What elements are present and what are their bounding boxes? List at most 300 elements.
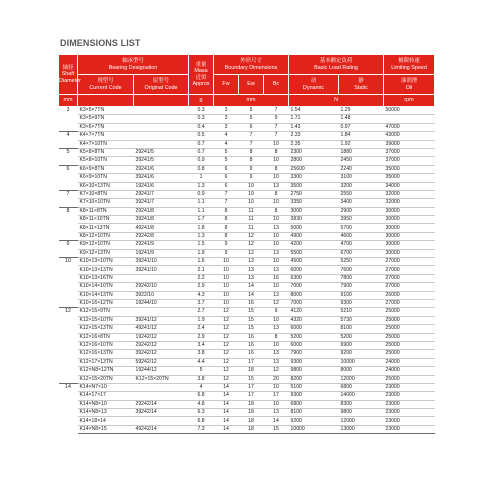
original-code-cell: 49241/12	[134, 325, 189, 333]
limiting-speed-cell: 25000	[384, 375, 435, 383]
static-load-cell: 4700	[339, 241, 384, 249]
shaft-diameter-cell: 9	[59, 241, 78, 249]
bearing-designation-header: 轴承型号 Bearing Designation	[78, 55, 189, 75]
shaft-diameter-cell: 4	[59, 132, 78, 140]
shaft-diameter-cell	[59, 182, 78, 190]
bc-cell: 13	[264, 325, 289, 333]
table-row	[59, 148, 435, 156]
fw-cell: 12	[214, 325, 239, 333]
mass-cell: 0.7	[189, 140, 214, 148]
ew-cell: 15	[239, 375, 264, 383]
table-row	[59, 392, 435, 400]
static-load-cell: 2550	[339, 190, 384, 198]
ew-cell: 16	[239, 341, 264, 349]
limiting-speed-cell: 30000	[384, 241, 435, 249]
dynamic-load-cell: 6800	[289, 400, 339, 408]
dynamic-load-cell: 2750	[289, 190, 339, 198]
bc-cell: 10	[264, 216, 289, 224]
current-code-cell: K8×11×13TN	[78, 224, 134, 232]
bc-cell: 10	[264, 283, 289, 291]
original-code-cell	[134, 392, 189, 400]
static-load-cell: 1.48	[339, 115, 384, 123]
table-header	[59, 55, 435, 107]
mass-cell: 2.4	[189, 325, 214, 333]
current-code-cell: K9×12×10TN	[78, 241, 134, 249]
table-row	[59, 132, 435, 140]
current-code-cell: K14×N7×10	[78, 383, 134, 391]
limiting-speed-cell: 50000	[384, 107, 435, 115]
limiting-speed-cell: 23000	[384, 400, 435, 408]
mass-cell: 0.9	[189, 157, 214, 165]
limiting-speed-cell: 25000	[384, 341, 435, 349]
shaft-diameter-cell	[59, 425, 78, 433]
original-code-cell: 19244/10	[134, 299, 189, 307]
static-load-cell: 12000	[339, 417, 384, 425]
shaft-diameter-cell	[59, 274, 78, 282]
bc-cell: 10	[264, 140, 289, 148]
current-code-cell: K3×5×9TN	[78, 115, 134, 123]
dynamic-load-cell: 25600	[289, 165, 339, 173]
shaft-diameter-cell	[59, 157, 78, 165]
static-load-cell: 5700	[339, 224, 384, 232]
mass-cell: 2.9	[189, 333, 214, 341]
limiting-speed-cell: 47000	[384, 123, 435, 131]
current-code-cell: K10×14×13TN	[78, 291, 134, 299]
current-code-cell: K14×N8×13	[78, 409, 134, 417]
bc-cell: 8	[264, 190, 289, 198]
ew-cell: 15	[239, 325, 264, 333]
original-code-cell: 19242/12	[134, 333, 189, 341]
ew-cell: 16	[239, 350, 264, 358]
ew-cell: 5	[239, 115, 264, 123]
bc-cell: 13	[264, 409, 289, 417]
fw-cell: 14	[214, 417, 239, 425]
fw-cell: 4	[214, 140, 239, 148]
mass-cell: 3.8	[189, 375, 214, 383]
dynamic-load-cell: 4200	[289, 241, 339, 249]
ew-cell: 13	[239, 258, 264, 266]
table-row	[59, 400, 435, 408]
shaft-diameter-cell	[59, 123, 78, 131]
static-load-cell: 6900	[339, 341, 384, 349]
dynamic-load-cell: 9200	[289, 417, 339, 425]
original-code-cell: 39241/10	[134, 266, 189, 274]
bc-cell: 7	[264, 107, 289, 115]
original-code-cell	[134, 140, 189, 148]
mass-cell: 2.7	[189, 308, 214, 316]
mass-cell: 2.2	[189, 274, 214, 282]
original-code-cell	[134, 274, 189, 282]
ew-cell: 11	[239, 224, 264, 232]
mass-cell: 4.3	[189, 291, 214, 299]
fw-cell: 5	[214, 157, 239, 165]
shaft-diameter-cell: 7	[59, 190, 78, 198]
boundary-dimensions-header: 外形尺寸 Boundary Dimensions	[214, 55, 289, 75]
ew-cell: 17	[239, 392, 264, 400]
bc-cell: 9	[264, 115, 289, 123]
limiting-speed-cell: 30000	[384, 249, 435, 257]
static-load-cell: 8100	[339, 325, 384, 333]
static-load-cell: 2450	[339, 157, 384, 165]
mass-cell: 1.9	[189, 316, 214, 324]
dynamic-load-cell: 4500	[289, 258, 339, 266]
unit-original-code	[134, 95, 189, 107]
static-load-cell: 9100	[339, 291, 384, 299]
limiting-speed-cell: 30000	[384, 207, 435, 215]
limiting-speed-cell: 27000	[384, 274, 435, 282]
fw-cell: 8	[214, 216, 239, 224]
limiting-speed-cell: 23000	[384, 425, 435, 433]
ew-header: Ew	[239, 75, 264, 95]
static-load-cell: 5200	[339, 333, 384, 341]
original-code-cell: 29242/12	[134, 341, 189, 349]
shaft-diameter-cell	[59, 224, 78, 232]
mass-cell: 0.3	[189, 115, 214, 123]
dynamic-load-cell: 4320	[289, 316, 339, 324]
bc-cell: 16	[264, 274, 289, 282]
table-row	[59, 308, 435, 316]
current-code-cell: K10×13×13TN	[78, 266, 134, 274]
dynamic-load-cell: 6000	[289, 325, 339, 333]
current-code-cell: K12×15×13TN	[78, 325, 134, 333]
current-code-cell: K14×N8×15	[78, 425, 134, 433]
ew-cell: 17	[239, 383, 264, 391]
ew-cell: 18	[239, 400, 264, 408]
bc-cell: 15	[264, 425, 289, 433]
unit-current-code	[78, 95, 134, 107]
table-row	[59, 157, 435, 165]
current-code-cell: K12×15×9TN	[78, 308, 134, 316]
limiting-speed-cell: 43000	[384, 132, 435, 140]
dynamic-load-cell: 9300	[289, 358, 339, 366]
current-code-cell: K14×N8×10	[78, 400, 134, 408]
fw-cell: 8	[214, 224, 239, 232]
limiting-speed-cell: 37000	[384, 157, 435, 165]
ew-cell: 11	[239, 207, 264, 215]
static-load-cell: 3950	[339, 216, 384, 224]
shaft-diameter-cell	[59, 266, 78, 274]
original-code-header: 原型号 Original Code	[134, 75, 189, 95]
original-code-cell	[134, 115, 189, 123]
bc-cell: 10	[264, 232, 289, 240]
dynamic-load-cell: 1.71	[289, 115, 339, 123]
limiting-speed-cell: 23000	[384, 417, 435, 425]
limiting-speed-cell: 25000	[384, 308, 435, 316]
fw-cell: 6	[214, 182, 239, 190]
current-code-cell: K12×15×20TN	[78, 375, 134, 383]
mass-cell: 1.3	[189, 182, 214, 190]
limiting-speed-cell: 23000	[384, 409, 435, 417]
dynamic-load-cell: 9800	[289, 367, 339, 375]
dynamic-load-cell: 10000	[289, 425, 339, 433]
mass-cell: 3.7	[189, 299, 214, 307]
table-row	[59, 241, 435, 249]
limiting-speed-cell: 30000	[384, 216, 435, 224]
dynamic-load-cell: 8200	[289, 375, 339, 383]
shaft-diameter-cell	[59, 299, 78, 307]
fw-cell: 12	[214, 358, 239, 366]
original-code-cell: 39241/10	[134, 258, 189, 266]
static-load-cell: 4600	[339, 232, 384, 240]
dynamic-load-cell: 4900	[289, 232, 339, 240]
fw-cell: 5	[214, 148, 239, 156]
current-code-cell: K3×5×7TN	[78, 107, 134, 115]
mass-cell: 4.8	[189, 400, 214, 408]
mass-cell: 7.3	[189, 425, 214, 433]
dynamic-load-cell: 3000	[289, 207, 339, 215]
oil-header: 油润滑 Oil	[384, 75, 435, 95]
original-code-cell: 29242/8	[134, 232, 189, 240]
static-load-cell: 5250	[339, 258, 384, 266]
fw-cell: 3	[214, 123, 239, 131]
static-load-cell: 7800	[339, 274, 384, 282]
dynamic-load-cell: 3300	[289, 174, 339, 182]
shaft-diameter-cell	[59, 350, 78, 358]
fw-cell: 12	[214, 350, 239, 358]
bc-cell: 13	[264, 291, 289, 299]
current-code-cell: K6×10×13TN	[78, 182, 134, 190]
shaft-diameter-cell	[59, 392, 78, 400]
dynamic-load-cell: 8100	[289, 409, 339, 417]
original-code-cell: 29241/9	[134, 241, 189, 249]
bc-cell: 7	[264, 123, 289, 131]
shaft-diameter-cell	[59, 291, 78, 299]
mass-cell: 3.4	[189, 341, 214, 349]
unit-shaft: mm	[59, 95, 78, 107]
limiting-speed-cell: 24000	[384, 367, 435, 375]
dynamic-load-cell: 7000	[289, 283, 339, 291]
bc-cell: 8	[264, 148, 289, 156]
mass-cell: 3.8	[189, 350, 214, 358]
original-code-cell: 29241/6	[134, 165, 189, 173]
ew-cell: 6	[239, 123, 264, 131]
limiting-speed-cell: 32000	[384, 190, 435, 198]
shaft-diameter-cell	[59, 400, 78, 408]
table-row	[59, 325, 435, 333]
limiting-speed-cell: 34000	[384, 182, 435, 190]
original-code-cell	[134, 132, 189, 140]
dynamic-header: 动 Dynamic	[289, 75, 339, 95]
mass-cell: 1.8	[189, 224, 214, 232]
table-row	[59, 283, 435, 291]
table-row	[59, 266, 435, 274]
table-body	[59, 107, 435, 434]
limiting-speed-cell	[384, 115, 435, 123]
mass-cell: 2.9	[189, 283, 214, 291]
bc-cell: 17	[264, 392, 289, 400]
dynamic-load-cell: 9300	[289, 392, 339, 400]
table-row	[59, 375, 435, 383]
fw-cell: 14	[214, 392, 239, 400]
mass-header: 重量 Masa 近似 Approx	[189, 55, 214, 95]
static-load-cell: 6800	[339, 383, 384, 391]
fw-header: Fw	[214, 75, 239, 95]
ew-cell: 18	[239, 425, 264, 433]
dynamic-load-cell: 6000	[289, 341, 339, 349]
bc-cell: 13	[264, 182, 289, 190]
dynamic-load-cell: 3500	[289, 182, 339, 190]
table-row	[59, 333, 435, 341]
static-load-cell: 14000	[339, 392, 384, 400]
limiting-speed-cell: 25000	[384, 350, 435, 358]
original-code-cell: 29241/7	[134, 190, 189, 198]
table-row	[59, 115, 435, 123]
current-code-header: 现型号 Current Code	[78, 75, 134, 95]
bc-cell: 13	[264, 358, 289, 366]
table-row	[59, 291, 435, 299]
static-load-cell: 9300	[339, 299, 384, 307]
static-load-cell: 10000	[339, 358, 384, 366]
bc-cell: 13	[264, 224, 289, 232]
fw-cell: 9	[214, 249, 239, 257]
ew-cell: 10	[239, 182, 264, 190]
static-load-cell: 2900	[339, 207, 384, 215]
bc-cell: 10	[264, 258, 289, 266]
table-row	[59, 107, 435, 115]
table-row	[59, 140, 435, 148]
ew-cell: 5	[239, 107, 264, 115]
bc-cell: 12	[264, 299, 289, 307]
limiting-speed-header: 极限转速 Limiting Speed	[384, 55, 435, 75]
original-code-cell	[134, 107, 189, 115]
static-load-cell: 1880	[339, 148, 384, 156]
limiting-speed-cell: 32000	[384, 199, 435, 207]
bc-cell: 10	[264, 341, 289, 349]
dynamic-load-cell: 3350	[289, 199, 339, 207]
original-code-cell: 39241/8	[134, 216, 189, 224]
original-code-cell: 29241/5	[134, 148, 189, 156]
static-load-cell: 12000	[339, 375, 384, 383]
original-code-cell: 59242/12	[134, 358, 189, 366]
table-row	[59, 249, 435, 257]
ew-cell: 7	[239, 132, 264, 140]
limiting-speed-cell: 30000	[384, 224, 435, 232]
limiting-speed-cell: 27000	[384, 266, 435, 274]
mass-cell: 0.4	[189, 123, 214, 131]
bc-cell: 13	[264, 266, 289, 274]
current-code-cell: K9×12×13TN	[78, 249, 134, 257]
fw-cell: 7	[214, 199, 239, 207]
table-row	[59, 232, 435, 240]
ew-cell: 13	[239, 274, 264, 282]
original-code-cell	[134, 308, 189, 316]
unit-dimensions: mm	[214, 95, 289, 107]
current-code-cell: K7×10×8TN	[78, 190, 134, 198]
table-row	[59, 123, 435, 131]
original-code-cell: 39241/7	[134, 199, 189, 207]
dynamic-load-cell: 4120	[289, 308, 339, 316]
table-row	[59, 216, 435, 224]
dynamic-load-cell: 7000	[289, 299, 339, 307]
bc-cell: 8	[264, 207, 289, 215]
limiting-speed-cell: 39000	[384, 140, 435, 148]
mass-cell: 1.7	[189, 216, 214, 224]
ew-cell: 12	[239, 249, 264, 257]
static-load-cell: 7900	[339, 283, 384, 291]
bc-header: Bc	[264, 75, 289, 95]
ew-cell: 14	[239, 291, 264, 299]
mass-cell: 1.9	[189, 249, 214, 257]
current-code-cell: K3×6×7TN	[78, 123, 134, 131]
bc-cell: 14	[264, 417, 289, 425]
mass-cell: 5	[189, 367, 214, 375]
ew-cell: 12	[239, 232, 264, 240]
current-code-cell: K14×17×17	[78, 392, 134, 400]
ew-cell: 10	[239, 199, 264, 207]
fw-cell: 10	[214, 258, 239, 266]
fw-cell: 12	[214, 316, 239, 324]
shaft-diameter-cell	[59, 115, 78, 123]
original-code-cell: 19241/9	[134, 249, 189, 257]
fw-cell: 10	[214, 266, 239, 274]
mass-cell: 2.1	[189, 266, 214, 274]
static-load-cell: 8300	[339, 400, 384, 408]
fw-cell: 10	[214, 274, 239, 282]
dynamic-load-cell: 3830	[289, 216, 339, 224]
current-code-cell: K6×9×10TN	[78, 174, 134, 182]
dynamic-load-cell: 5500	[289, 249, 339, 257]
static-load-cell: 9200	[339, 350, 384, 358]
static-load-cell: 1.29	[339, 107, 384, 115]
bc-cell: 10	[264, 174, 289, 182]
table-row	[59, 182, 435, 190]
limiting-speed-cell: 23000	[384, 383, 435, 391]
bc-cell: 12	[264, 367, 289, 375]
current-code-cell: K10×13×16TN	[78, 274, 134, 282]
shaft-diameter-cell: 12	[59, 308, 78, 316]
shaft-diameter-cell	[59, 375, 78, 383]
current-code-cell: K14×18×14	[78, 417, 134, 425]
mass-cell: 6.3	[189, 409, 214, 417]
static-load-cell: 5730	[339, 316, 384, 324]
ew-cell: 12	[239, 241, 264, 249]
fw-cell: 10	[214, 299, 239, 307]
current-code-cell: K8×11×8TN	[78, 207, 134, 215]
current-code-cell: K4×7×10TN	[78, 140, 134, 148]
fw-cell: 3	[214, 107, 239, 115]
mass-cell: 6.8	[189, 392, 214, 400]
ew-cell: 15	[239, 316, 264, 324]
fw-cell: 14	[214, 383, 239, 391]
ew-cell: 16	[239, 299, 264, 307]
original-code-cell: 49242/14	[134, 425, 189, 433]
original-code-cell: 3922/10	[134, 291, 189, 299]
bc-cell: 10	[264, 199, 289, 207]
ew-cell: 15	[239, 308, 264, 316]
fw-cell: 10	[214, 291, 239, 299]
fw-cell: 14	[214, 409, 239, 417]
static-load-cell: 2240	[339, 165, 384, 173]
limiting-speed-cell: 27000	[384, 258, 435, 266]
ew-cell: 17	[239, 358, 264, 366]
fw-cell: 14	[214, 400, 239, 408]
limiting-speed-cell: 25000	[384, 325, 435, 333]
limiting-speed-cell: 35000	[384, 174, 435, 182]
original-code-cell	[134, 417, 189, 425]
dynamic-load-cell: 1.43	[289, 123, 339, 131]
table-row	[59, 190, 435, 198]
static-load-cell: 8000	[339, 367, 384, 375]
original-code-cell: 39242/12	[134, 350, 189, 358]
ew-cell: 7	[239, 140, 264, 148]
limiting-speed-cell: 24000	[384, 358, 435, 366]
fw-cell: 12	[214, 333, 239, 341]
table-row	[59, 341, 435, 349]
bc-cell: 10	[264, 157, 289, 165]
mass-cell: 0.8	[189, 165, 214, 173]
static-load-cell: 3200	[339, 182, 384, 190]
static-load-cell: 0.97	[339, 123, 384, 131]
